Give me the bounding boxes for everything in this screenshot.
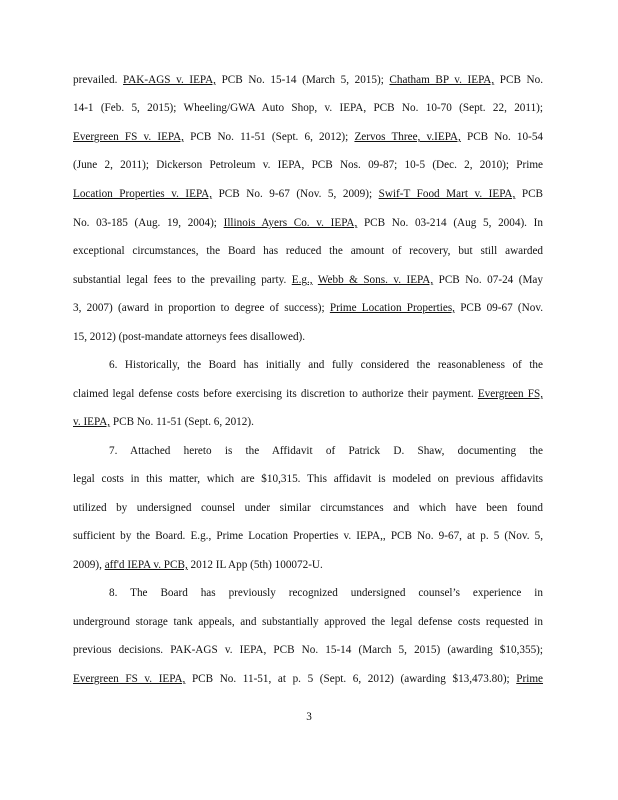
text-run: PCB [515,188,543,200]
text-line [73,330,543,344]
text-run: PCB No. 10-54 [460,131,544,143]
case-citation: v. IEPA, [73,416,111,428]
text-line [73,615,543,629]
case-citation: Illinois Ayers Co. v. IEPA, [223,217,358,229]
text-run: 6. Historically, the Board has initially and fully considered the reasonableness of the [109,359,543,371]
text-run: PCB No. 15-14 (March 5, 2015); [215,74,390,86]
text-run: PCB No. [494,74,543,86]
text-line [73,73,543,87]
text-line [73,130,543,144]
case-citation: Webb & Sons. v. IEPA, [317,274,434,286]
text-line [109,586,543,600]
text-line [73,216,543,230]
text-run: PCB No. 07-24 (May [433,274,543,286]
text-run: PCB No. 11-51 (Sept. 6, 2012); [183,131,355,143]
case-citation: Swif-T Food Mart v. IEPA, [378,188,516,200]
text-line [73,415,543,429]
case-citation: E.g., [291,274,313,286]
case-citation: aff'd IEPA v. PCB, [104,559,188,571]
text-run: 3, 2007) (award in proportion to degree of success); [73,302,330,314]
text-run: No. 03-185 (Aug. 19, 2004); [73,217,224,229]
text-run: 14-1 (Feb. 5, 2015); Wheeling/GWA Auto Shop, v. IEPA, PCB No. 10-70 (Sept. 22, 2011); [73,102,543,114]
text-line [109,358,543,372]
case-citation: Location Properties v. IEPA, [73,188,213,200]
text-line [109,444,543,458]
case-citation: Evergreen FS, [477,388,543,400]
text-line [73,501,543,515]
text-run: (June 2, 2011); Dickerson Petroleum v. IEPA, PCB Nos. 09-87; 10-5 (Dec. 2, 2010); Prime [73,159,543,171]
text-run: legal costs in this matter, which are $10,315. This affidavit is modeled on previous affidavits [73,473,543,485]
case-citation: Evergreen FS v. IEPA, [73,131,184,143]
text-line [73,101,543,115]
text-run: 8. The Board has previously recognized undersigned counsel’s experience in [109,587,543,599]
text-line [73,387,543,401]
text-line [73,643,543,657]
text-run: 2009), [73,559,105,571]
text-line [73,158,543,172]
text-line [73,529,543,543]
text-run: substantial legal fees to the prevailing party. [73,274,292,286]
page-number: 3 [306,711,312,723]
text-line [73,273,543,287]
text-run: 15, 2012) (post-mandate attorneys fees disallowed). [73,331,306,343]
text-run: PCB 09-67 (Nov. [454,302,543,314]
case-citation: Evergreen FS v. IEPA, [73,673,186,685]
text-run: exceptional circumstances, the Board has reduced the amount of recovery, but still awarded [73,245,543,257]
case-citation: Zervos Three, v.IEPA, [354,131,461,143]
case-citation: PAK-AGS v. IEPA, [123,74,216,86]
text-run: PCB No. 11-51 (Sept. 6, 2012). [110,416,254,428]
text-line [73,672,543,686]
text-line [73,558,543,572]
text-run: underground storage tank appeals, and substantially approved the legal defense costs requested in [73,616,543,628]
text-run: utilized by undersigned counsel under similar circumstances and which have been found [73,502,543,514]
text-run: claimed legal defense costs before exercising its discretion to authorize their payment. [73,388,478,400]
text-run: PCB No. 03-214 (Aug 5, 2004). In [357,217,543,229]
case-citation: Prime [516,673,544,685]
text-line [73,244,543,258]
text-line [73,187,543,201]
text-run: 7. Attached hereto is the Affidavit of Patrick D. Shaw, documenting the [109,445,543,457]
text-run: sufficient by the Board. E.g., Prime Location Properties v. IEPA,, PCB No. 9-67, at p. 5 (Nov. 5, [73,530,543,542]
text-run: PCB No. 9-67 (Nov. 5, 2009); [212,188,379,200]
text-run: previous decisions. PAK-AGS v. IEPA, PCB No. 15-14 (March 5, 2015) (awarding $10,355); [73,644,543,656]
text-line [73,301,543,315]
case-citation: Prime Location Properties, [329,302,455,314]
text-run: prevailed. [73,74,124,86]
case-citation: Chatham BP v. IEPA, [389,74,495,86]
text-run: PCB No. 11-51, at p. 5 (Sept. 6, 2012) (awarding $13,473.80); [185,673,517,685]
text-run: 2012 IL App (5th) 100072-U. [187,559,323,571]
text-line [73,472,543,486]
